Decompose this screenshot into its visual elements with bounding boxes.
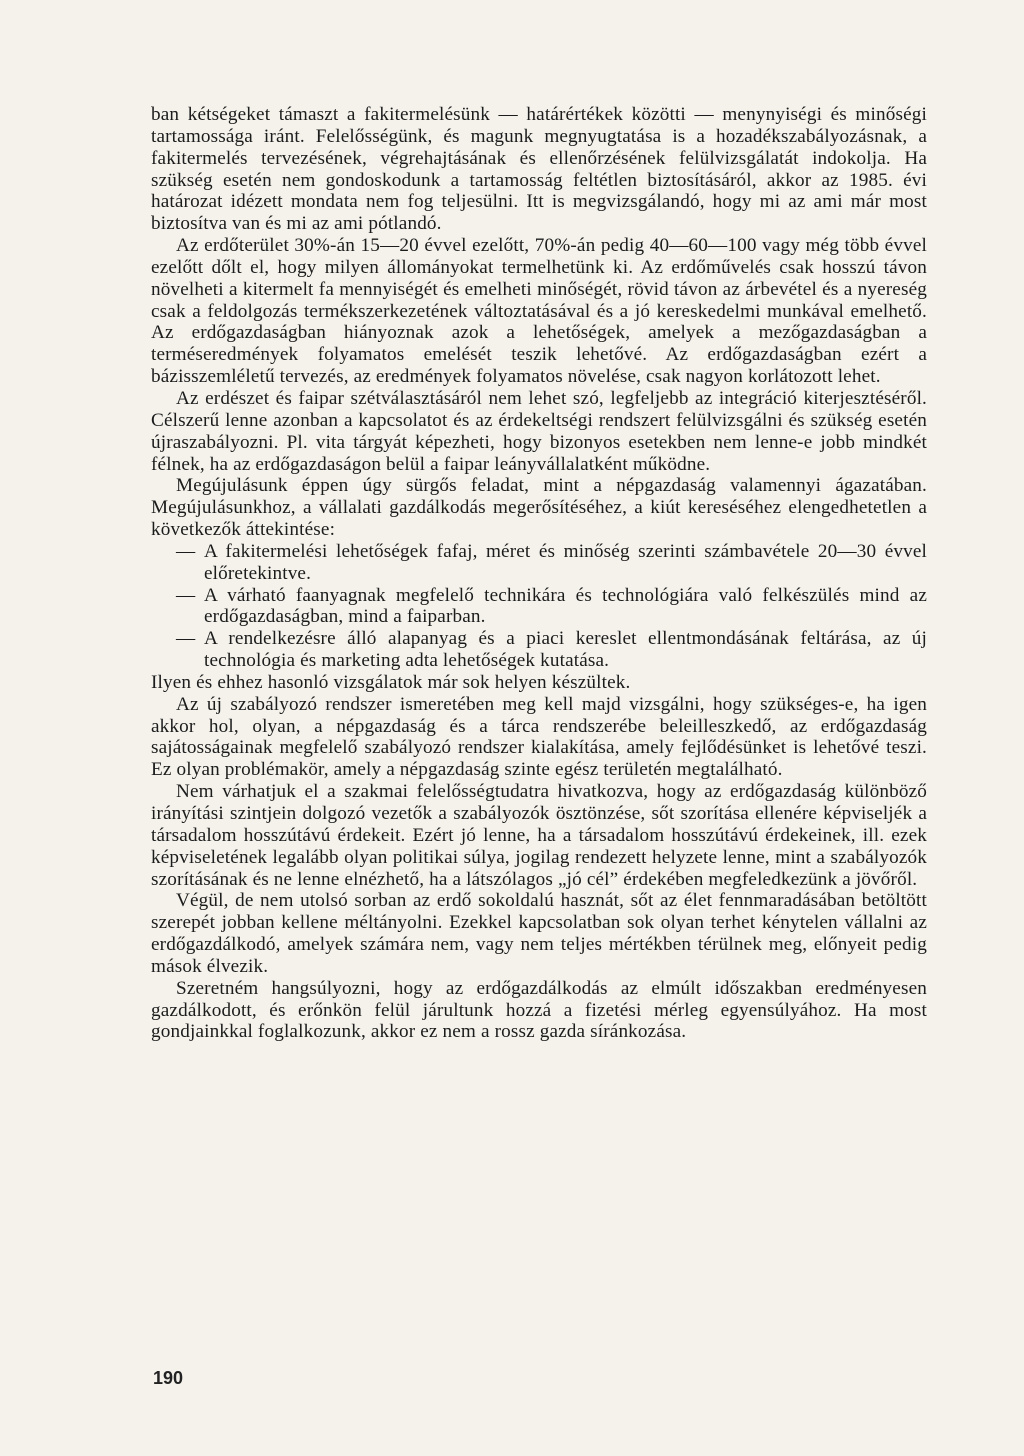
body-text xyxy=(151,104,927,1043)
paragraph-3: Az erdészet és faipar szétválasztásáról nem lehet szó, legfeljebb az integráció kiterjesztéséről. Célszerű lenne azonban a kapcsolatot és az érdekeltségi rendszert felülvizsgálni és szükség esetén újraszabályozni. Pl. vita tárgyát képezheti, hogy bizonyos esetekben nem lenne-e jobb mindkét félnek, ha az erdőgazdaságon belül a faipar leányvállalatként működne. xyxy=(151,387,927,475)
list-item-1 xyxy=(151,541,927,585)
paragraph-2: Az erdőterület 30%-án 15—20 évvel ezelőtt, 70%-án pedig 40—60—100 vagy még több évvel ezelőtt dőlt el, hogy milyen állományokat termelhetünk ki. Az erdőművelés csak hosszú távon növelheti a kitermelt fa mennyiségét és emelheti minőségét, rövid távon az árbevétel és a nyereség csak a feldolgozás termékszerkezetének változtatásával és a jó kereskedelmi munkával emelhető. Az erdőgazdaságban hiányoznak azok a lehetőségek, amelyek a mezőgazdaságban a terméseredmények folyamatos emelését teszik lehetővé. Az erdőgazdaságban ezért a bázisszemléletű tervezés, az eredmények folyamatos növelése, csak nagyon korlátozott lehet. xyxy=(151,235,927,388)
paragraph-5: Ilyen és ehhez hasonló vizsgálatok már sok helyen készültek. xyxy=(151,671,631,693)
list-item-text: A fakitermelési lehetőségek fafaj, méret és minőség szerinti számbavétele 20—30 évvel előretekintve. xyxy=(204,540,927,584)
list-dash: — xyxy=(176,584,196,606)
list-dash: — xyxy=(176,628,196,650)
paragraph-4: Megújulásunk éppen úgy sürgős feladat, mint a népgazdaság valamennyi ágazatában. Megújulásunkhoz, a vállalati gazdálkodás megerősítéséhez, a kiút kereséséhez elengedhetetlen a következők áttekintése: xyxy=(151,475,927,541)
list-item-text: A rendelkezésre álló alapanyag és a piaci kereslet ellentmondásának feltárása, az új technológia és marketing adta lehetőségek kutatása. xyxy=(204,628,927,672)
list-item-3 xyxy=(151,628,927,672)
page-number: 190 xyxy=(153,1368,184,1388)
paragraph-9: Szeretném hangsúlyozni, hogy az erdőgazdálkodás az elmúlt időszakban eredményesen gazdálkodott, és erőnkön felül járultunk hozzá a fizetési mérleg egyensúlyához. Ha most gondjainkkal foglalkozunk, akkor ez nem a rossz gazda síránkozása. xyxy=(151,977,927,1043)
paragraph-8: Végül, de nem utolsó sorban az erdő sokoldalú hasznát, sőt az élet fennmaradásában betöltött szerepét jobban kellene méltányolni. Ezekkel kapcsolatban sok olyan terhet kénytelen vállalni az erdőgazdálkodó, amelyek számára nem, vagy nem teljes mértékben térülnek meg, előnyeit pedig mások élvezik. xyxy=(151,890,927,977)
list-dash: — xyxy=(176,540,196,562)
list-item-2 xyxy=(151,585,927,629)
paragraph-1: ban kétségeket támaszt a fakitermelésünk — határértékek közötti — menynyiségi és minőségi tartamossága iránt. Felelősségünk, és magunk megnyugtatása is a hozadékszabályozásnak, a fakitermelés tervezésének, végrehajtásának és ellenőrzésének felülvizsgálatát indokolja. Ha szükség esetén nem gondoskodunk a tartamosság feltétlen biztosításáról, akkor az 1985. évi határozat idézett mondata nem fog teljesülni. Itt is megvizsgálandó, hogy mi az ami már most biztosítva van és mi az ami pótlandó. xyxy=(151,104,927,235)
list-item-text: A várható faanyagnak megfelelő technikára és technológiára való felkészülés mind az erdőgazdaságban, mind a faiparban. xyxy=(204,584,927,628)
paragraph-6: Az új szabályozó rendszer ismeretében meg kell majd vizsgálni, hogy szükséges-e, ha igen akkor hol, olyan, a népgazdaság és a tárca rendszerébe beleilleszkedő, az erdőgazdaság sajátosságainak megfelelő szabályozó rendszer kialakítása, amely fejlődésünket is lehetővé teszi. Ez olyan problémakör, amely a népgazdaság szinte egész területén megtalálható. xyxy=(151,693,927,781)
paragraph-7: Nem várhatjuk el a szakmai felelősségtudatra hivatkozva, hogy az erdőgazdaság különböző irányítási szintjein dolgozó vezetők a szabályozók ösztönzése, sőt szorítása ellenére képviseljék a társadalom hosszútávú érdekeit. Ezért jó lenne, ha a társadalom hosszútávú érdekeinek, ill. ezek képviseletének legalább olyan politikai súlya, jogilag rendezett helyzete lenne, mint a szabályozók szorításának és ne lenne elnézhető, ha a látszólagos „jó cél” érdekében megfeledkezünk a jövőről. xyxy=(151,781,927,890)
